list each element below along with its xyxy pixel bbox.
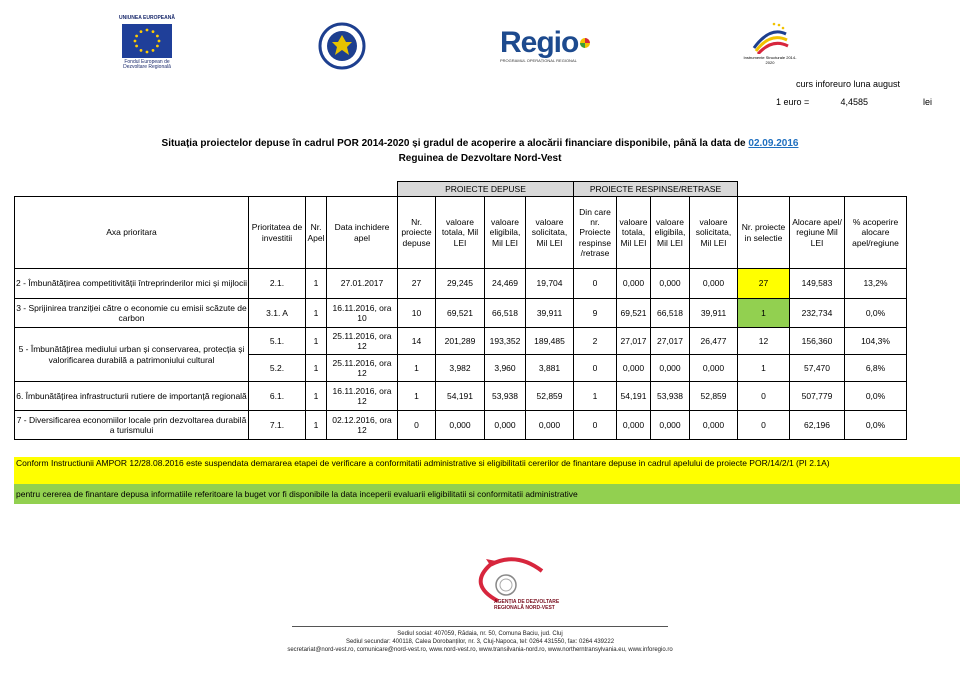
col-header-apel: Nr. Apel: [306, 197, 327, 269]
exchange-rate-value: 4,4585: [840, 97, 869, 107]
cell-prioritatea: 5.2.: [249, 355, 306, 382]
cell-r-val-eligibila: 27,017: [651, 328, 690, 355]
instrumente-structurale-logo: [742, 20, 798, 76]
col-header-din-care: Din care nr. Proiecte respinse /retrase: [574, 197, 617, 269]
cell-axa: 5 - Îmbunătățirea mediului urban și conservarea, protecția și valorificarea durabilă a patrimoniului cultural: [15, 328, 249, 382]
cell-nr-selectie: 1: [738, 355, 790, 382]
cell-val-solicitata: 19,704: [526, 269, 574, 299]
document-title: [0, 138, 960, 149]
cell-axa: 6. Îmbunătățirea infrastructurii rutiere de importanță regională: [15, 382, 249, 411]
cell-data: 02.12.2016, ora 12: [327, 411, 398, 440]
cell-prioritatea: 2.1.: [249, 269, 306, 299]
regio-logo-subtitle: PROGRAMUL OPERAȚIONAL REGIONAL: [500, 58, 577, 63]
cell-nr-depuse: 27: [398, 269, 436, 299]
cell-axa: 3 - Sprijinirea tranziției către o economie cu emisii scăzute de carbon: [15, 299, 249, 328]
cell-din-care: 0: [574, 411, 617, 440]
cell-prioritatea: 3.1. A: [249, 299, 306, 328]
cell-r-val-eligibila: 53,938: [651, 382, 690, 411]
cell-val-totala: 69,521: [436, 299, 485, 328]
cell-apel: 1: [306, 269, 327, 299]
cell-val-eligibila: 193,352: [485, 328, 526, 355]
cell-acoperire: 0,0%: [845, 382, 907, 411]
col-header-r-val-eligibila: valoare eligibila, Mil LEI: [651, 197, 690, 269]
eu-logo-top-text: UNIUNEA EUROPEANĂ: [119, 15, 175, 21]
cell-val-solicitata: 0,000: [526, 411, 574, 440]
cell-val-eligibila: 53,938: [485, 382, 526, 411]
col-header-val-solicitata: valoare solicitata, Mil LEI: [526, 197, 574, 269]
cell-nr-depuse: 1: [398, 382, 436, 411]
euro-label: 1 euro =: [776, 97, 810, 107]
cell-nr-selectie: 1: [738, 299, 790, 328]
cell-nr-depuse: 14: [398, 328, 436, 355]
cell-r-val-solicitata: 26,477: [690, 328, 738, 355]
cell-acoperire: 6,8%: [845, 355, 907, 382]
cell-val-eligibila: 0,000: [485, 411, 526, 440]
group-header-respinse: PROIECTE RESPINSE/RETRASE: [574, 182, 738, 197]
group-header-row: [15, 182, 907, 197]
col-header-nr-selectie: Nr. proiecte in selectie: [738, 197, 790, 269]
footer-line-3: secretariat@nord-vest.ro, comunicare@nord-vest.ro, www.nord-vest.ro, www.transilvania-nord.ro, www.northerntransylvania.eu, www.inforegio.ro: [287, 647, 673, 653]
col-header-prioritatea: Prioritatea de investitii: [249, 197, 306, 269]
note-budget-info: pentru cererea de finantare depusa informatiile referitoare la buget vor fi disponibile la data inceperii evaluarii eligibilitatii si conformitatii administrative: [14, 484, 960, 504]
cell-acoperire: 0,0%: [845, 411, 907, 440]
cell-apel: 1: [306, 355, 327, 382]
eu-logo-bottom-text: Fondul European de Dezvoltare Regională: [123, 58, 171, 70]
table-row: [15, 269, 907, 299]
agency-swirl-icon: [450, 555, 590, 625]
title-text: Situația proiectelor depuse în cadrul POR 2014-2020 și gradul de acoperire a alocării financiare disponibile, până la data de: [161, 138, 746, 149]
regio-logo: [500, 28, 600, 68]
cell-nr-selectie: 12: [738, 328, 790, 355]
instrumente-structurale-text: Instrumente Structurale 2014-2020: [743, 55, 797, 65]
cell-r-val-solicitata: 0,000: [690, 355, 738, 382]
cell-r-val-totala: 54,191: [617, 382, 651, 411]
cell-alocare: 149,583: [790, 269, 845, 299]
exchange-rate-unit: lei: [923, 97, 933, 107]
col-header-val-eligibila: valoare eligibila, Mil LEI: [485, 197, 526, 269]
group-header-depuse: PROIECTE DEPUSE: [398, 182, 574, 197]
footer-divider: [292, 626, 668, 627]
cell-alocare: 62,196: [790, 411, 845, 440]
cell-val-eligibila: 66,518: [485, 299, 526, 328]
col-header-r-val-totala: valoare totala, Mil LEI: [617, 197, 651, 269]
title-date-link[interactable]: 02.09.2016: [748, 138, 799, 149]
cell-nr-selectie: 0: [738, 382, 790, 411]
exchange-rate-row: [776, 97, 932, 107]
star-swoosh-icon: [750, 20, 790, 54]
cell-r-val-solicitata: 52,859: [690, 382, 738, 411]
cell-val-solicitata: 39,911: [526, 299, 574, 328]
note-suspended: Conform Instructiunii AMPOR 12/28.08.2016 este suspendata demararea etapei de verificare a conformitatii administrative si eligibilitatii cererilor de finantare depuse in cadrul apelului de proiecte POR/14/2/1 (PI 2.1A): [14, 457, 960, 484]
eu-flag-icon: [122, 24, 172, 58]
cell-r-val-solicitata: 0,000: [690, 411, 738, 440]
cell-apel: 1: [306, 382, 327, 411]
cell-apel: 1: [306, 299, 327, 328]
cell-acoperire: 13,2%: [845, 269, 907, 299]
cell-axa: 2 - Îmbunătățirea competitivității întreprinderilor mici și mijlocii: [15, 269, 249, 299]
government-logo: [318, 22, 366, 70]
regio-color-icon: [579, 37, 591, 49]
cell-r-val-solicitata: 0,000: [690, 269, 738, 299]
cell-prioritatea: 6.1.: [249, 382, 306, 411]
cell-r-val-totala: 0,000: [617, 269, 651, 299]
cell-val-totala: 54,191: [436, 382, 485, 411]
cell-val-eligibila: 24,469: [485, 269, 526, 299]
cell-din-care: 0: [574, 355, 617, 382]
column-header-row: [15, 197, 907, 269]
cell-r-val-totala: 69,521: [617, 299, 651, 328]
table-row: [15, 328, 907, 355]
cell-nr-selectie: 27: [738, 269, 790, 299]
footer-line-2: Sediul secundar: 400118, Calea Dorobanților, nr. 3, Cluj-Napoca, tel: 0264 431550, fax: 0264 439222: [345, 639, 615, 645]
col-header-r-val-solicitata: valoare solicitata, Mil LEI: [690, 197, 738, 269]
cell-nr-selectie: 0: [738, 411, 790, 440]
cell-data: 16.11.2016, ora 10: [327, 299, 398, 328]
cell-acoperire: 104,3%: [845, 328, 907, 355]
cell-alocare: 156,360: [790, 328, 845, 355]
cell-val-totala: 3,982: [436, 355, 485, 382]
cell-val-totala: 201,289: [436, 328, 485, 355]
footer-address: [0, 630, 960, 654]
cell-r-val-eligibila: 66,518: [651, 299, 690, 328]
cell-val-eligibila: 3,960: [485, 355, 526, 382]
cell-nr-depuse: 0: [398, 411, 436, 440]
cell-r-val-eligibila: 0,000: [651, 355, 690, 382]
col-header-val-totala: valoare totala, Mil LEI: [436, 197, 485, 269]
agency-name: AGENȚIA DE DEZVOLTARE REGIONALĂ NORD-VEST: [494, 599, 560, 611]
cell-data: 25.11.2016, ora 12: [327, 328, 398, 355]
col-header-data: Data inchidere apel: [327, 197, 398, 269]
table-row: [15, 411, 907, 440]
cell-r-val-totala: 0,000: [617, 411, 651, 440]
cell-val-totala: 29,245: [436, 269, 485, 299]
region-subtitle: Reguinea de Dezvoltare Nord-Vest: [398, 153, 562, 164]
cell-alocare: 57,470: [790, 355, 845, 382]
col-header-alocare: Alocare apel/ regiune Mil LEI: [790, 197, 845, 269]
cell-din-care: 9: [574, 299, 617, 328]
eu-logo: [113, 16, 181, 76]
col-header-axa: Axa prioritara: [15, 197, 249, 269]
cell-acoperire: 0,0%: [845, 299, 907, 328]
table-row: [15, 382, 907, 411]
cell-alocare: 232,734: [790, 299, 845, 328]
cell-nr-depuse: 1: [398, 355, 436, 382]
col-header-acoperire: % acoperire alocare apel/regiune: [845, 197, 907, 269]
cell-val-solicitata: 189,485: [526, 328, 574, 355]
cell-r-val-totala: 0,000: [617, 355, 651, 382]
cell-din-care: 1: [574, 382, 617, 411]
cell-alocare: 507,779: [790, 382, 845, 411]
cell-r-val-totala: 27,017: [617, 328, 651, 355]
col-header-nr-depuse: Nr. proiecte depuse: [398, 197, 436, 269]
cell-r-val-solicitata: 39,911: [690, 299, 738, 328]
cell-din-care: 2: [574, 328, 617, 355]
cell-nr-depuse: 10: [398, 299, 436, 328]
projects-table: [14, 181, 907, 440]
cell-apel: 1: [306, 328, 327, 355]
table-row: [15, 299, 907, 328]
cell-din-care: 0: [574, 269, 617, 299]
cell-apel: 1: [306, 411, 327, 440]
cell-r-val-eligibila: 0,000: [651, 269, 690, 299]
cell-r-val-eligibila: 0,000: [651, 411, 690, 440]
cell-axa: 7 - Diversificarea economiilor locale prin dezvoltarea durabilă a turismului: [15, 411, 249, 440]
agency-logo: [450, 555, 590, 625]
cell-val-solicitata: 3,881: [526, 355, 574, 382]
cell-prioritatea: 5.1.: [249, 328, 306, 355]
cell-val-solicitata: 52,859: [526, 382, 574, 411]
cell-data: 27.01.2017: [327, 269, 398, 299]
government-seal-icon: [318, 22, 366, 70]
exchange-rate-label: curs inforeuro luna august: [796, 79, 901, 89]
regio-logo-text: Regio: [500, 26, 579, 59]
cell-val-totala: 0,000: [436, 411, 485, 440]
cell-prioritatea: 7.1.: [249, 411, 306, 440]
footer-line-1: Sediul social: 407059, Rădaia, nr. 50, Comuna Baciu, jud. Cluj: [397, 631, 563, 637]
cell-data: 25.11.2016, ora 12: [327, 355, 398, 382]
cell-data: 16.11.2016, ora 12: [327, 382, 398, 411]
